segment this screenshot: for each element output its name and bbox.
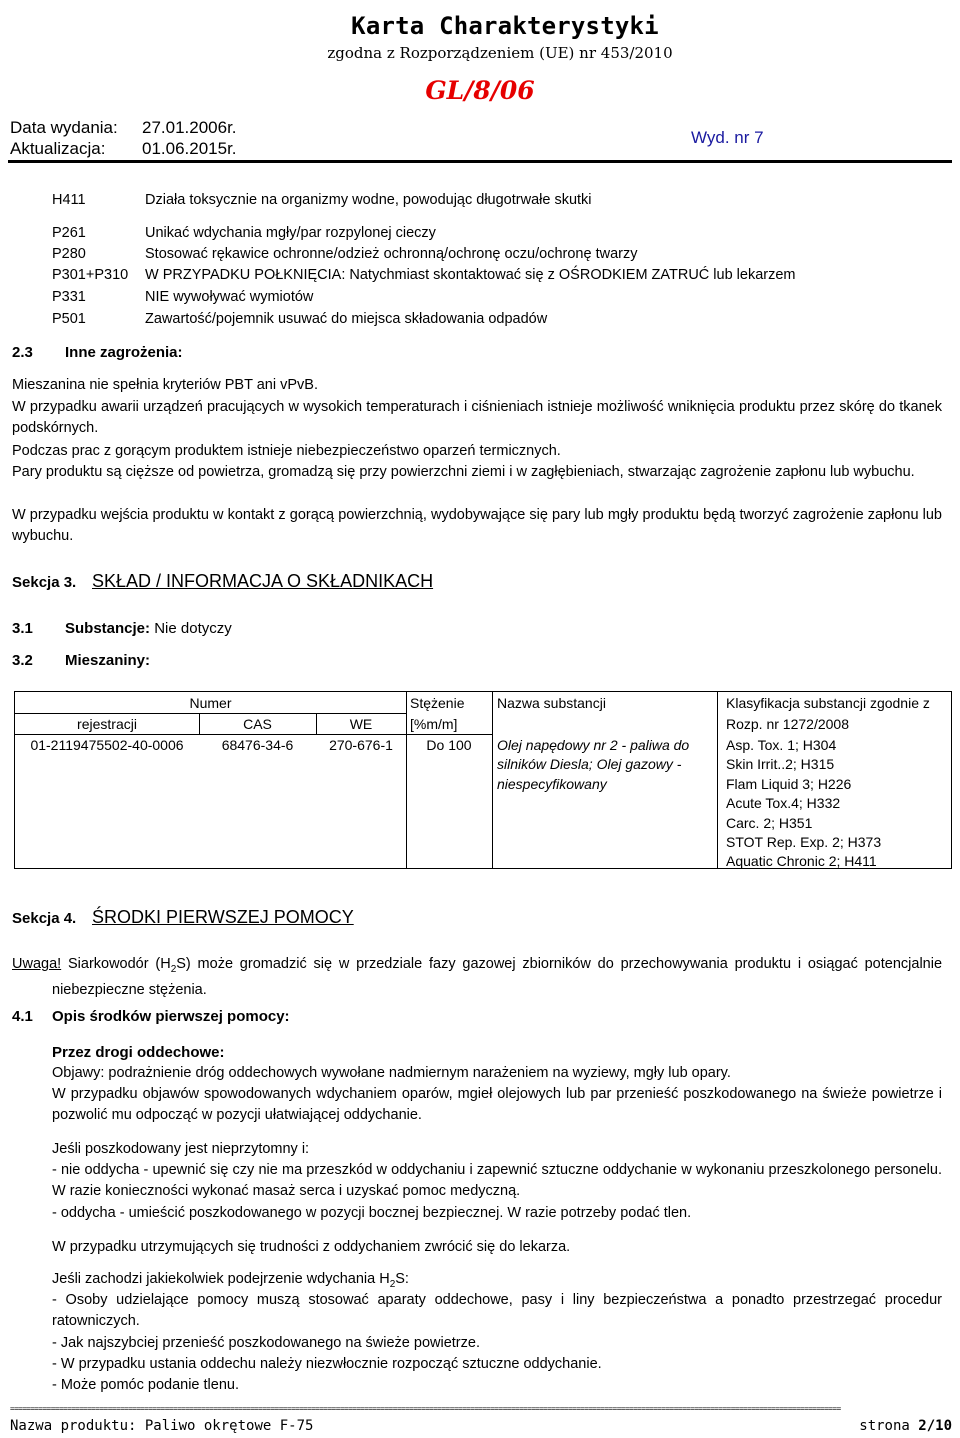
paragraph: Jeśli poszkodowany jest nieprzytomny i:: [52, 1141, 310, 1157]
table-cell-classification: Flam Liquid 3; H226: [726, 776, 852, 792]
section-number: 3.1: [12, 620, 33, 637]
update-date-value: 01.06.2015r.: [142, 139, 237, 158]
section-number: 2.3: [12, 344, 33, 361]
issue-date-label: Data wydania:: [10, 118, 118, 137]
table-cell-cas: 68476-34-6: [221, 737, 294, 753]
paragraph: - Może pomóc podanie tlenu.: [52, 1377, 239, 1393]
phrase-row: [52, 289, 313, 305]
phrase-text: Stosować rękawice ochronne/odzież ochronną/ochronę oczu/ochronę twarzy: [145, 246, 638, 262]
table-cell-classification: Asp. Tox. 1; H304: [726, 737, 837, 753]
document-title: Karta Charakterystyki: [351, 12, 659, 40]
table-header-concentration: Stężenie: [410, 695, 465, 711]
footer-separator: ============================================================================================================================================================================================================: [10, 1404, 841, 1413]
section-number: 3.2: [12, 652, 33, 669]
table-cell-concentration: Do 100: [426, 737, 472, 753]
table-header-cas: CAS: [243, 716, 272, 732]
paragraph: Mieszanina nie spełnia kryteriów PBT ani vPvB.: [12, 377, 318, 393]
paragraph: Pary produktu są cięższe od powietrza, gromadzą się przy powierzchni ziemi i w zagłębieniach, stwarzając zagrożenie zapłonu lub wybuchu.: [12, 464, 915, 480]
paragraph: - nie oddycha - upewnić się czy nie ma przeszkód w oddychaniu i zapewnić sztuczne oddychanie w wykonaniu przeszkolonego personelu. W razie konieczności wykonać masaż serca i uzyskać pomoc medyczną.: [52, 1162, 942, 1199]
table-cell-classification: STOT Rep. Exp. 2; H373: [726, 834, 882, 850]
warning-note: [12, 954, 942, 1001]
paragraph: W przypadku utrzymujących się trudności z oddychaniem zwrócić się do lekarza.: [52, 1239, 571, 1255]
phrase-row: [52, 225, 436, 241]
phrase-code: H411: [52, 192, 86, 208]
table-grid-line: [717, 692, 718, 868]
warning-text-end: S) może gromadzić się w przedziale fazy gazowej zbiorników do przechowywania produktu i osiągać potencjalnie niebezpieczne stężenia.: [52, 956, 943, 998]
paragraph: - oddycha - umieścić poszkodowanego w pozycji bocznej bezpiecznej. W razie potrzeby podać tlen.: [52, 1205, 692, 1221]
footer-product-name: Paliwo okrętowe F-75: [144, 1418, 314, 1434]
section-3-2-heading: [12, 652, 150, 669]
footer-page-label: strona: [859, 1418, 910, 1434]
section-value: Nie dotyczy: [154, 620, 232, 637]
text-fragment: Jeśli zachodzi jakiekolwiek podejrzenie wdychania H: [52, 1271, 390, 1287]
table-header-number: Numer: [189, 695, 232, 711]
table-cell-we: 270-676-1: [329, 737, 393, 753]
paragraph: - Osoby udzielające pomocy muszą stosować aparaty oddechowe, pasy i liny bezpieczeństwa a ponadto przestrzegać procedur ratowniczych.: [52, 1292, 942, 1329]
table-grid-line: [406, 692, 407, 868]
section-title: ŚRODKI PIERWSZEJ POMOCY: [92, 907, 354, 927]
paragraph: W przypadku wejścia produktu w kontakt z gorącą powierzchnią, wydobywające się pary lub mgły produktu będą tworzyć zagrożenie zapłonu lub wybuchu.: [12, 507, 942, 544]
phrase-code: P280: [52, 246, 86, 262]
subscript: 2: [389, 1278, 396, 1290]
section-2-3-heading: [12, 344, 183, 361]
inhalation-heading: Przez drogi oddechowe:: [52, 1044, 225, 1061]
paragraph: Podczas prac z gorącym produktem istnieje niebezpieczeństwo oparzeń termicznych.: [12, 443, 561, 459]
table-header-registration: rejestracji: [77, 716, 137, 732]
document-code: GL/8/06: [425, 76, 535, 105]
footer-page: [859, 1418, 952, 1434]
paragraph: W przypadku objawów spowodowanych wdychaniem oparów, mgieł olejowych lub par przenieść poszkodowanego na świeże powietrze i pozwolić mu odpocząć w pozycji ułatwiającej oddychanie.: [52, 1086, 942, 1123]
section-3-heading: [12, 571, 433, 592]
table-cell-substance-name: niespecyfikowany: [497, 776, 607, 792]
table-cell-substance-name: silników Diesla; Olej gazowy -: [497, 756, 682, 772]
phrase-row: [52, 246, 637, 262]
footer-product: [10, 1418, 313, 1434]
table-grid-line: [15, 734, 492, 735]
section-4-1-heading: [12, 1008, 290, 1025]
document-subtitle: zgodna z Rozporządzeniem (UE) nr 453/2010: [327, 44, 673, 62]
table-cell-substance-name: Olej napędowy nr 2 - paliwa do: [497, 737, 690, 753]
section-4-heading: [12, 907, 354, 928]
phrase-row: [52, 311, 547, 327]
paragraph: - W przypadku ustania oddechu należy niezwłocznie rozpocząć sztuczne oddychanie.: [52, 1356, 602, 1372]
paragraph: - Jak najszybciej przenieść poszkodowanego na świeże powietrze.: [52, 1335, 480, 1351]
phrase-code: P501: [52, 311, 86, 327]
section-number: 4.1: [12, 1008, 33, 1025]
composition-table: [14, 691, 952, 869]
phrase-row: [52, 267, 796, 283]
phrase-text: Działa toksycznie na organizmy wodne, powodując długotrwałe skutki: [145, 192, 592, 208]
phrase-row: [52, 192, 592, 208]
phrase-text: NIE wywoływać wymiotów: [145, 289, 314, 305]
section-title: SKŁAD / INFORMACJA O SKŁADNIKACH: [92, 571, 434, 591]
update-date-row: [10, 139, 237, 159]
warning-subscript: 2: [170, 963, 177, 975]
table-grid-line: [15, 713, 406, 714]
table-header-concentration-unit: [%m/m]: [410, 716, 458, 732]
update-date-label: Aktualizacja:: [10, 139, 106, 158]
table-cell-classification: Carc. 2; H351: [726, 815, 813, 831]
phrase-code: P331: [52, 289, 86, 305]
phrase-code: P301+P310: [52, 267, 129, 283]
phrase-text: W PRZYPADKU POŁKNIĘCIA: Natychmiast skontaktować się z OŚRODKIEM ZATRUĆ lub lekarzem: [145, 267, 796, 283]
footer-product-label: Nazwa produktu:: [10, 1418, 137, 1434]
section-title: Substancje:: [65, 620, 151, 637]
warning-label: Uwaga!: [12, 956, 62, 972]
footer-page-number: 2/10: [918, 1418, 952, 1434]
table-cell-classification: Acute Tox.4; H332: [726, 795, 841, 811]
table-header-we: WE: [349, 716, 373, 732]
header-divider: [8, 160, 952, 163]
phrase-text: Unikać wdychania mgły/par rozpylonej cieczy: [145, 225, 436, 241]
paragraph: Objawy: podrażnienie dróg oddechowych wywołane nadmiernym narażeniem na wyziewy, mgły lub opary.: [52, 1065, 731, 1081]
table-cell-classification: Skin Irrit..2; H315: [726, 756, 835, 772]
table-cell-classification: Aquatic Chronic 2; H411: [726, 853, 877, 869]
phrase-text: Zawartość/pojemnik usuwać do miejsca składowania odpadów: [145, 311, 548, 327]
issue-date-value: 27.01.2006r.: [142, 118, 237, 137]
text-fragment: S:: [395, 1271, 409, 1287]
section-title: Opis środków pierwszej pomocy:: [52, 1008, 290, 1025]
table-grid-line: [492, 692, 493, 868]
warning-text-start: Siarkowodór (H: [67, 956, 171, 972]
section-title: Mieszaniny:: [65, 652, 151, 669]
section-label: Sekcja 3.: [12, 574, 77, 591]
issue-date-row: [10, 118, 237, 138]
paragraph: W przypadku awarii urządzeń pracujących w wysokich temperaturach i ciśnieniach istnieje możliwość wniknięcia produktu przez skórę do tkanek podskórnych.: [12, 399, 942, 436]
table-cell-registration: 01-2119475502-40-0006: [30, 737, 184, 753]
edition-number: Wyd. nr 7: [691, 128, 764, 147]
table-header-classification: Klasyfikacja substancji zgodnie z: [726, 695, 930, 711]
section-3-1-heading: [12, 620, 232, 637]
section-title: Inne zagrożenia:: [65, 344, 183, 361]
table-header-classification-regulation: Rozp. nr 1272/2008: [726, 716, 849, 732]
table-header-substance-name: Nazwa substancji: [497, 695, 606, 711]
section-label: Sekcja 4.: [12, 910, 77, 927]
phrase-code: P261: [52, 225, 86, 241]
